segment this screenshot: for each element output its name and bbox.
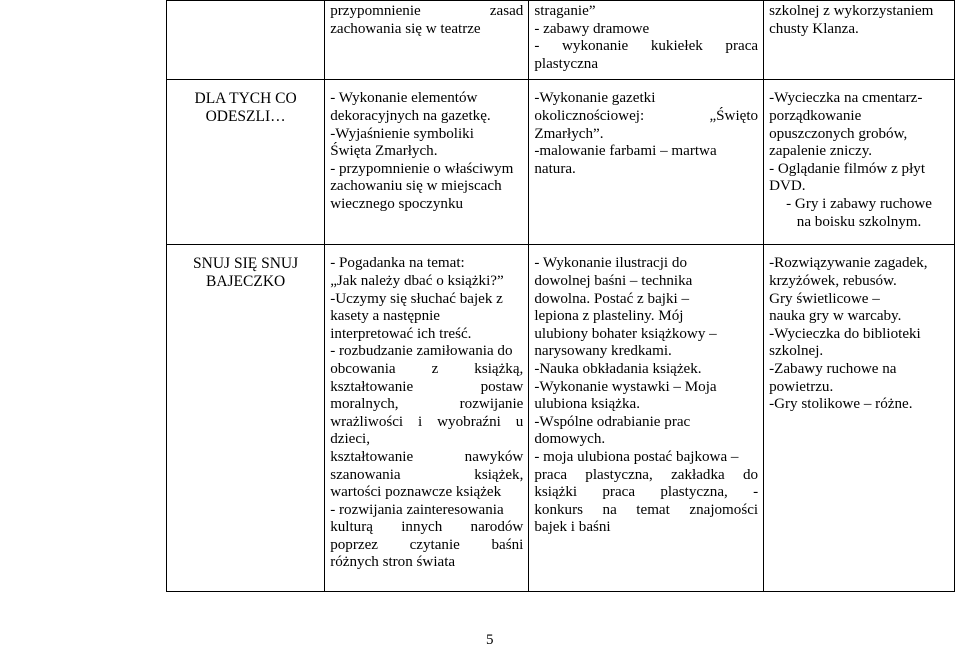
text-line: przypomnienie zasad — [330, 3, 524, 19]
text-line: -Uczymy się słuchać bajek z — [330, 290, 503, 307]
text-line: narysowany kredkami. — [534, 343, 672, 360]
text-line: praca plastyczna, zakładka do — [534, 466, 759, 483]
topic-title-line: ODESZLI… — [205, 108, 286, 126]
creative-activities-cell — [529, 245, 764, 592]
text-line: moralnych, rozwijanie — [330, 396, 524, 413]
text-line: - przypomnienie o właściwym — [330, 160, 514, 177]
page-number: 5 — [486, 632, 494, 648]
text-line: plastyczna — [534, 55, 599, 72]
text-line: natura. — [534, 160, 576, 177]
text-line: zachowaniu się w miejscach — [330, 178, 502, 195]
educational-activities-cell — [325, 245, 529, 592]
recreational-activities-cell — [764, 245, 955, 592]
text-line: lepiona z plasteliny. Mój — [534, 308, 684, 325]
text-line: - Wykonanie elementów — [330, 90, 478, 107]
text-line: -Wykonanie wystawki – Moja — [534, 378, 717, 395]
text-line: dzieci, — [330, 431, 371, 448]
creative-activities-cell — [529, 1, 764, 80]
text-line: -Wykonanie gazetki — [534, 90, 656, 107]
text-line: wartości poznawcze książek — [330, 484, 502, 501]
topic-title-line: DLA TYCH CO — [194, 90, 297, 108]
text-line: różnych stron świata — [330, 554, 456, 571]
text-line: - Pogadanka na temat: — [330, 255, 465, 272]
text-line: szkolnej z wykorzystaniem — [769, 3, 934, 19]
text-line: okolicznościowej: „Święto — [534, 107, 759, 124]
text-line: - Oglądanie filmów z płyt — [769, 160, 926, 177]
text-line: -Wycieczka na cmentarz- — [769, 90, 923, 107]
text-line: krzyżówek, rebusów. — [769, 272, 897, 289]
text-line: - zabawy dramowe — [534, 20, 650, 37]
text-line: szanowania książek, — [330, 466, 524, 483]
text-line: bajek i baśni — [534, 519, 611, 536]
text-line: -Nauka obkładania książek. — [534, 360, 702, 377]
text-line: kształtowanie postaw — [330, 378, 524, 395]
text-line: -malowanie farbami – martwa — [534, 143, 717, 160]
text-line: - rozwijania zainteresowania — [330, 501, 504, 518]
text-line: straganie” — [534, 3, 596, 19]
text-line: ulubiona książka. — [534, 396, 640, 413]
educational-activities-cell — [325, 1, 529, 80]
topic-title-line: BAJECZKO — [205, 273, 286, 291]
text-line: Święta Zmarłych. — [330, 143, 438, 160]
text-line: - rozbudzanie zamiłowania do — [330, 343, 513, 360]
topic-cell — [167, 245, 325, 592]
text-line: ulubiony bohater książkowy – — [534, 325, 717, 342]
text-line: „Jak należy dbać o książki?” — [330, 272, 504, 289]
text-line: poprzez czytanie baśni — [330, 536, 524, 553]
text-line: - Wykonanie ilustracji do — [534, 255, 687, 272]
text-line: -Wyjaśnienie symboliki — [330, 125, 474, 142]
text-line: - moja ulubiona postać bajkowa – — [534, 448, 739, 465]
text-line: obcowania z książką, — [330, 360, 524, 377]
text-line: -Zabawy ruchowe na — [769, 360, 897, 377]
text-line: na boisku szkolnym. — [796, 213, 922, 230]
text-line: konkurs na temat znajomości — [534, 501, 759, 518]
topic-cell — [167, 80, 325, 245]
text-line: zachowania się w teatrze — [330, 20, 481, 37]
text-line: nauka gry w warcaby. — [769, 308, 902, 325]
text-line: szkolnej. — [769, 343, 824, 360]
text-line: -Wycieczka do biblioteki — [769, 325, 921, 342]
text-line: -Wspólne odrabianie prac — [534, 413, 691, 430]
text-line: dowolnej baśni – technika — [534, 272, 693, 289]
text-line: kasety a następnie — [330, 308, 441, 325]
creative-activities-cell — [529, 80, 764, 245]
text-line: -Gry stolikowe – różne. — [769, 396, 913, 413]
text-line: wrażliwości i wyobraźni u — [330, 413, 524, 430]
text-line: wiecznego spoczynku — [330, 195, 464, 212]
topic-cell — [167, 1, 325, 80]
text-line: powietrzu. — [769, 378, 834, 395]
text-line: - wykonanie kukiełek praca — [534, 38, 759, 55]
text-line: - Gry i zabawy ruchowe — [786, 195, 932, 212]
text-line: książki praca plastyczna, - — [534, 484, 759, 501]
text-line: kształtowanie nawyków — [330, 448, 524, 465]
text-line: dowolna. Postać z bajki – — [534, 290, 690, 307]
text-line: kulturą innych narodów — [330, 519, 524, 536]
table-row — [167, 80, 955, 245]
text-line: DVD. — [769, 178, 806, 195]
text-line: zapalenie zniczy. — [769, 143, 873, 160]
text-line: interpretować ich treść. — [330, 325, 472, 342]
table-row — [167, 245, 955, 592]
text-line: Gry świetlicowe – — [769, 290, 880, 307]
topic-title-line: SNUJ SIĘ SNUJ — [193, 255, 299, 273]
text-line: porządkowanie — [769, 107, 862, 124]
text-line: Zmarłych”. — [534, 125, 604, 142]
activity-table — [166, 0, 955, 592]
text-line: -Rozwiązywanie zagadek, — [769, 255, 928, 272]
text-line: chusty Klanza. — [769, 20, 859, 37]
recreational-activities-cell — [764, 1, 955, 80]
text-line: dekoracyjnych na gazetkę. — [330, 107, 491, 124]
text-line: opuszczonych grobów, — [769, 125, 908, 142]
recreational-activities-cell — [764, 80, 955, 245]
text-line: domowych. — [534, 431, 606, 448]
educational-activities-cell — [325, 80, 529, 245]
table-row — [167, 1, 955, 80]
